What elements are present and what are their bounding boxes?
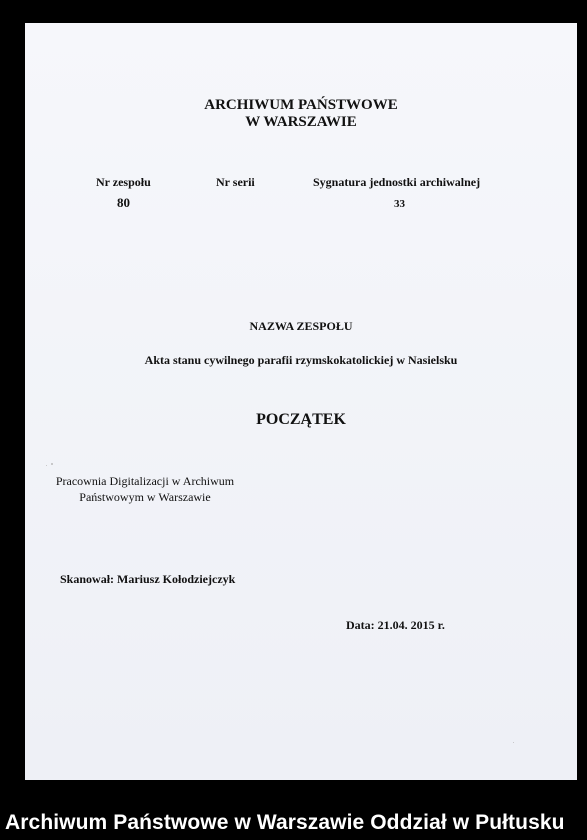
start-marker: POCZĄTEK [256,411,346,428]
fond-name-heading: NAZWA ZESPOŁU [249,319,353,333]
archive-caption: Archiwum Państwowe w Warszawie Oddział w Pułtusku [5,811,565,834]
archive-name [25,97,577,131]
signature-value: 33 [394,198,405,210]
archive-name-line1: ARCHIWUM PAŃSTWOWE [204,97,398,113]
fond-number-value: 80 [117,195,130,210]
lab-line1: Pracownia Digitalizacji w Archiwum [55,474,235,488]
scan-date: Data: 21.04. 2015 r. [346,618,445,632]
digitization-lab [51,473,239,505]
document-sheet [25,23,577,780]
paper-speck [513,742,514,743]
paper-speck [51,463,53,465]
archive-name-line2: W WARSZAWIE [245,114,357,130]
paper-speck [46,465,47,466]
signature-label: Sygnatura jednostki archiwalnej [313,175,481,189]
scanned-by: Skanował: Mariusz Kołodziejczyk [60,572,236,586]
series-number-label: Nr serii [216,175,255,189]
lab-line2: Państwowym w Warszawie [79,490,211,504]
fond-number-label: Nr zespołu [96,175,151,189]
fond-name: Akta stanu cywilnego parafii rzymskokatolickiej w Nasielsku [144,353,458,367]
